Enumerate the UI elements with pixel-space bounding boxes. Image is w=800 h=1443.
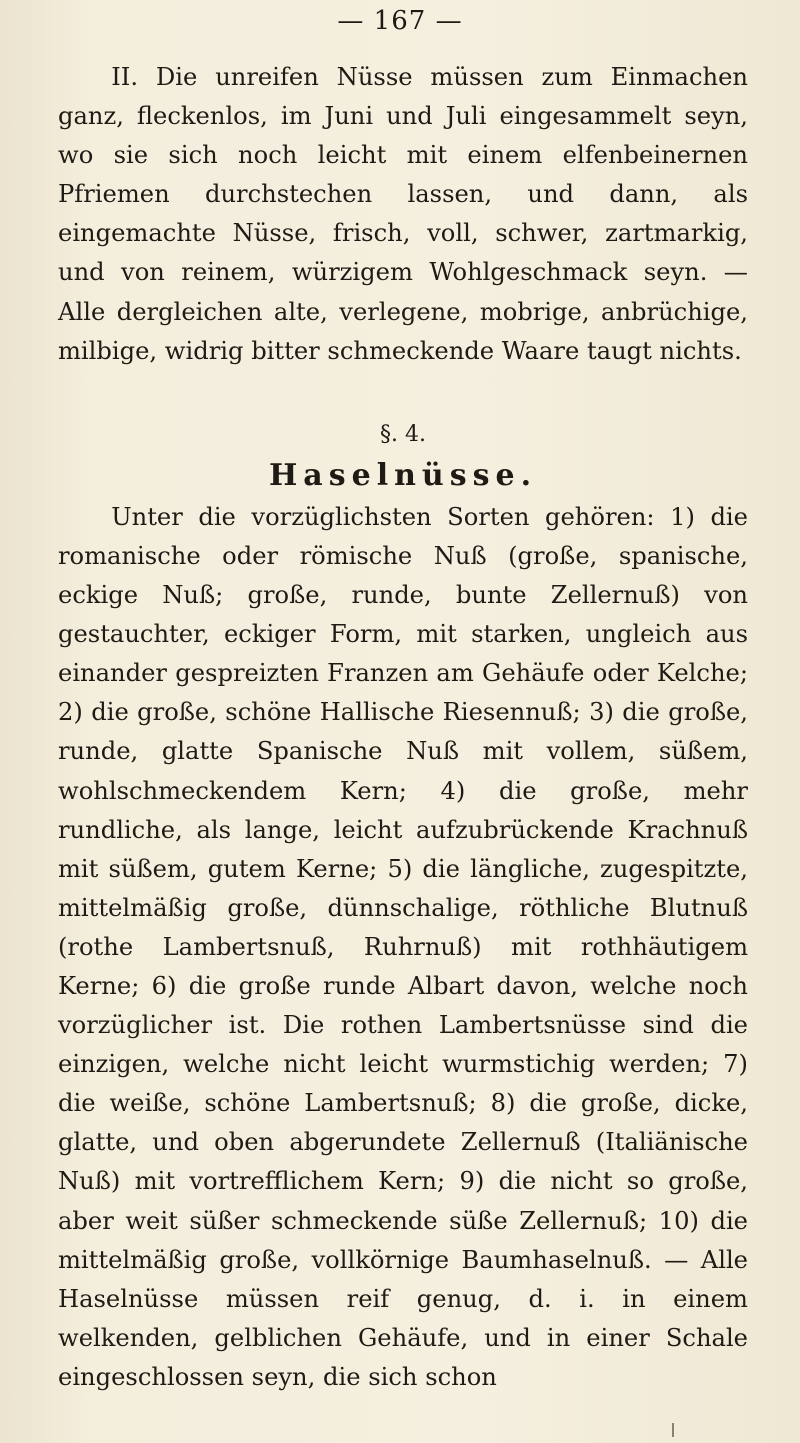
bottom-mark	[672, 1423, 674, 1437]
page-content	[58, 58, 748, 1397]
page-number: — 167 —	[337, 6, 463, 36]
paragraph-hazelnut-varieties: Unter die vorzüglichsten Sorten gehören: 1) die romanische oder römische Nuß (große, spanische, eckige Nuß; große, runde, bunte Zellernuß) von gestauchter, eckiger Form, mit starken, ungleich aus einander gespreizten Franzen am Gehäufe oder Kelche; 2) die große, schöne Hallische Riesennuß; 3) die große, runde, glatte Spanische Nuß mit vollem, süßem, wohlschmeckendem Kern; 4) die große, mehr rundliche, als lange, leicht aufzubrückende Krachnuß mit süßem, gutem Kerne; 5) die längliche, zugespitzte, mittelmäßig große, dünnschalige, röthliche Blutnuß (rothe Lambertsnuß, Ruhrnuß) mit rothhäutigem Kerne; 6) die große runde Albart davon, welche noch vorzüglicher ist. Die rothen Lambertsnüsse sind die einzigen, welche nicht leicht wurmstichig werden; 7) die weiße, schöne Lambertsnuß; 8) die große, dicke, glatte, und oben abgerundete Zellernuß (Italiänische Nuß) mit vortrefflichem Kern; 9) die nicht so große, aber weit süßer schmeckende süße Zellernuß; 10) die mittelmäßig große, vollkörnige Baumhaselnuß. — Alle Haselnüsse müssen reif genug, d. i. in einem welkenden, gelblichen Gehäufe, und in einer Schale eingeschlossen seyn, die sich schon	[58, 502, 748, 1391]
paragraph-unripe-nuts: II. Die unreifen Nüsse müssen zum Einmachen ganz, fleckenlos, im Juni und Juli eingesammelt seyn, wo sie sich noch leicht mit einem elfenbeinernen Pfriemen durchstechen lassen, und dann, als eingemachte Nüsse, frisch, voll, schwer, zartmarkig, und von reinem, würzigem Wohlgeschmack seyn. — Alle dergleichen alte, verlegene, mobrige, anbrüchige, milbige, widrig bitter schmeckende Waare taugt nichts.	[58, 63, 748, 365]
section-number: §. 4.	[380, 421, 426, 447]
section-title: Haselnüsse.	[268, 457, 538, 493]
